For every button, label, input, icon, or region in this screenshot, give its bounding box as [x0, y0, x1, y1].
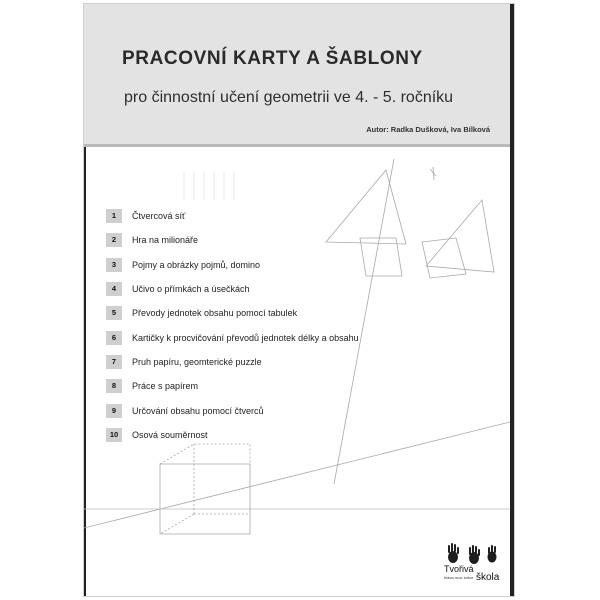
tick-mark: [433, 167, 434, 180]
item-number: 5: [106, 306, 122, 320]
list-item: [106, 301, 359, 325]
item-label: Kartičky k procvičování převodů jednotek délky a obsahu: [132, 332, 359, 343]
right-square: [422, 238, 466, 278]
list-item: [106, 374, 359, 398]
list-item: [106, 325, 359, 349]
item-number: 8: [106, 379, 122, 393]
item-number: 2: [106, 233, 122, 247]
book-spine-edge: [510, 4, 514, 596]
publisher-name-part1: Tvořivá: [444, 564, 474, 574]
list-item: [106, 228, 359, 252]
cube-hidden-edge: [160, 514, 194, 534]
cube-front: [160, 464, 250, 534]
hands-icon: [444, 542, 504, 566]
list-item: [106, 423, 359, 447]
contents-list: [106, 204, 359, 447]
item-label: Práce s papírem: [132, 381, 199, 392]
item-label: Čtvercová síť: [132, 211, 186, 222]
item-label: Osová souměrnost: [132, 429, 208, 440]
book-title: PRACOVNÍ KARTY A ŠABLONY: [122, 48, 423, 69]
list-item: [106, 277, 359, 301]
item-number: 10: [106, 428, 122, 442]
book-subtitle: pro činnostní učení geometrii ve 4. - 5. ročníku: [124, 89, 454, 106]
item-number: 6: [106, 331, 122, 345]
right-triangle: [426, 200, 494, 272]
item-label: Určování obsahu pomocí čtverců: [132, 405, 264, 416]
item-number: 1: [106, 209, 122, 223]
publisher-name-part2: škola: [476, 572, 500, 583]
publisher-tagline: hlava ruce srdce: [444, 575, 474, 580]
item-label: Pojmy a obrázky pojmů, domino: [132, 259, 261, 270]
item-label: Pruh papíru, geomterické puzzle: [132, 356, 262, 367]
book-cover: [84, 4, 514, 596]
list-item: [106, 204, 359, 228]
book-authors: Autor: Radka Dušková, Iva Bílková: [366, 125, 490, 134]
item-number: 3: [106, 258, 122, 272]
item-number: 7: [106, 355, 122, 369]
item-label: Učivo o přímkách a úsečkách: [132, 284, 250, 295]
list-item: [106, 398, 359, 422]
item-label: Hra na milionáře: [132, 235, 199, 246]
item-label: Převody jednotek obsahu pomocí tabulek: [132, 308, 298, 319]
publisher-logo: [444, 542, 504, 592]
list-item: [106, 253, 359, 277]
cube-top: [160, 444, 250, 464]
item-number: 9: [106, 404, 122, 418]
item-number: 4: [106, 282, 122, 296]
list-item: [106, 350, 359, 374]
